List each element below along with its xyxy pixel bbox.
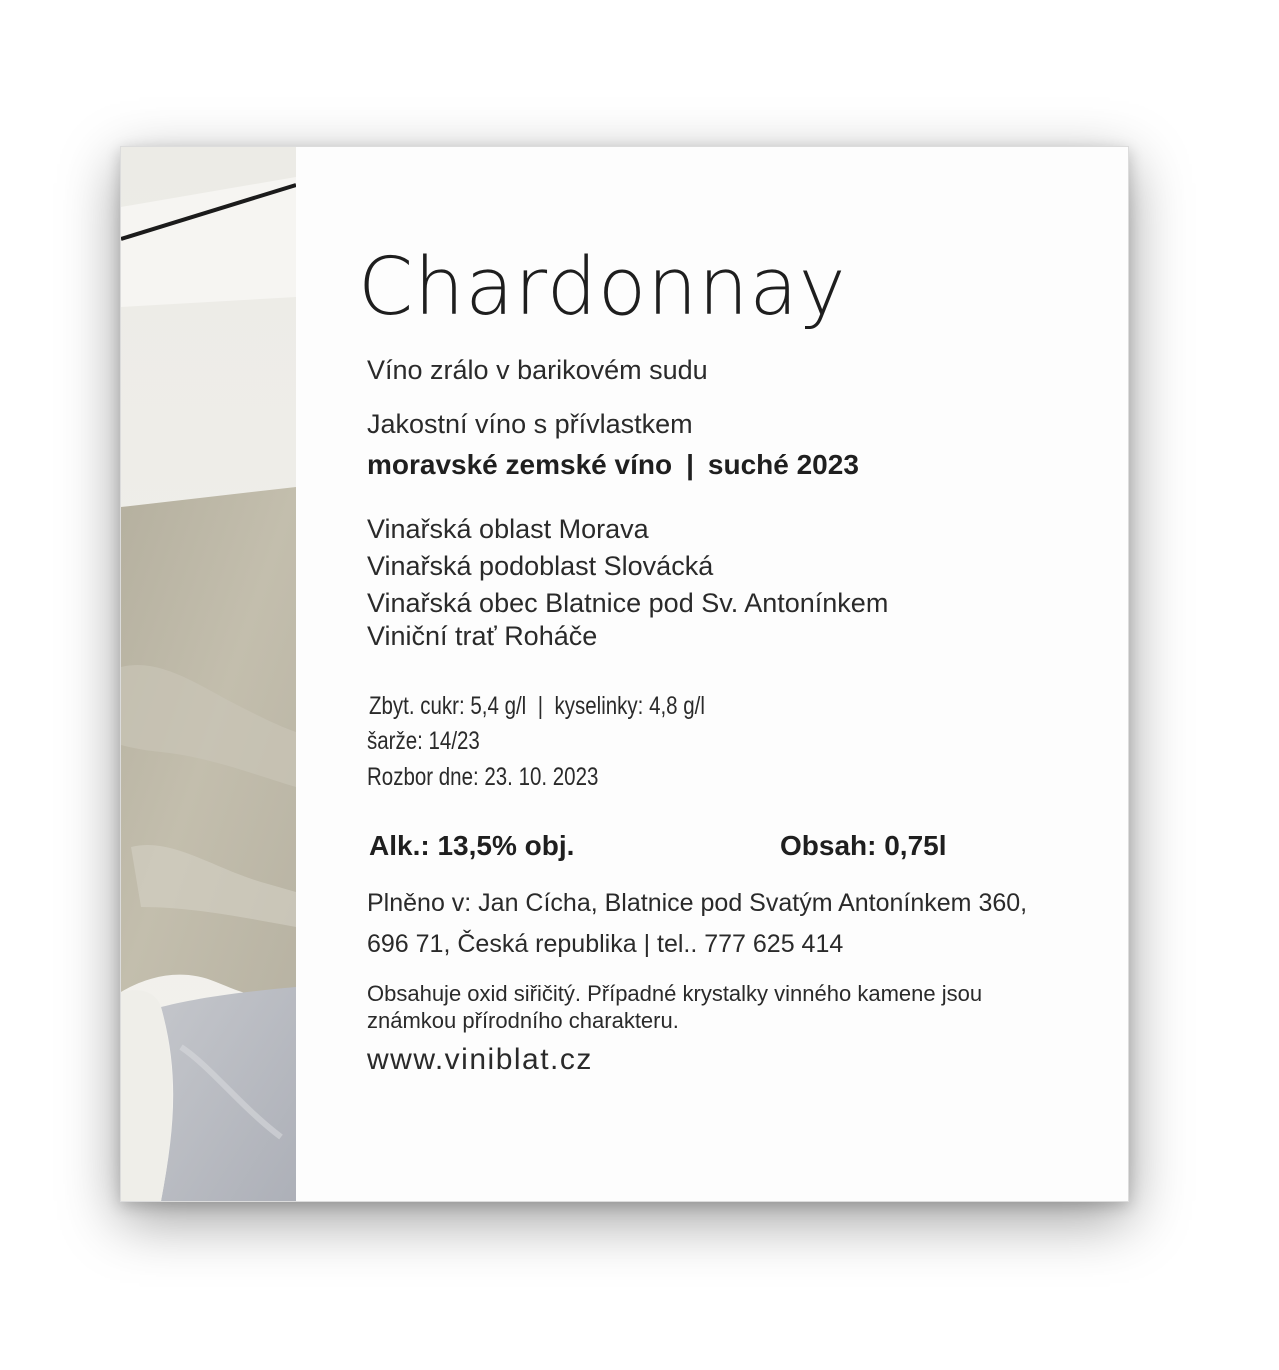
divider: | xyxy=(686,449,694,480)
analysis-date: Rozbor dne: 23. 10. 2023 xyxy=(367,763,599,791)
wine-title: Chardonnay xyxy=(358,241,847,333)
sulfite-notice: Obsahuje oxid siřičitý. Případné krystalky vinného kamene jsou známkou přírodního charakteru. xyxy=(367,981,983,1033)
quality-class: Jakostní víno s přívlastkem xyxy=(367,409,693,439)
region-line: Vinařská podoblast Slovácká xyxy=(367,551,714,581)
alcohol: Alk.: 13,5% obj. xyxy=(369,830,575,861)
acidity: kyselinky: 4,8 g/l xyxy=(554,692,705,720)
label-text xyxy=(121,147,1128,1201)
bottler-contact: 696 71, Česká republika | tel.. 777 625 414 xyxy=(367,930,844,958)
region-line: Vinařská oblast Morava xyxy=(367,514,649,544)
taste-vintage: suché 2023 xyxy=(707,449,859,480)
residual-sugar: Zbyt. cukr: 5,4 g/l xyxy=(369,692,527,720)
website[interactable]: www.viniblat.cz xyxy=(367,1043,593,1076)
category: moravské zemské víno xyxy=(367,449,673,480)
batch: šarže: 14/23 xyxy=(367,727,480,755)
divider: | xyxy=(537,692,544,720)
analysis-line xyxy=(369,692,705,721)
subtitle: Víno zrálo v barikovém sudu xyxy=(367,355,708,385)
bottler-address: Plněno v: Jan Cícha, Blatnice pod Svatým Antonínkem 360, xyxy=(367,889,1028,917)
region-line: Vinařská obec Blatnice pod Sv. Antonínkem xyxy=(367,588,889,618)
volume: Obsah: 0,75l xyxy=(780,830,947,861)
category-line xyxy=(367,449,859,481)
wine-label xyxy=(120,146,1129,1202)
region-line: Viniční trať Roháče xyxy=(367,621,598,651)
